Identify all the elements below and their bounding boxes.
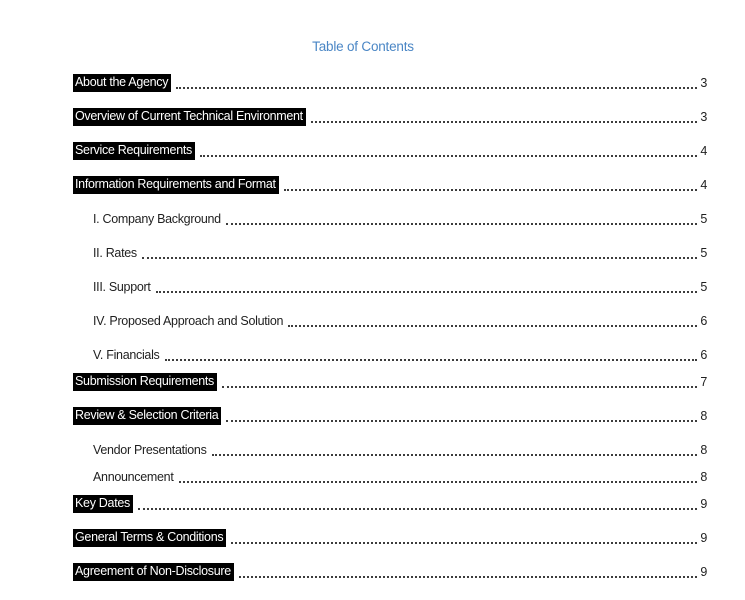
toc-entry-label: Review & Selection Criteria (73, 407, 221, 425)
toc-entry[interactable] (75, 469, 707, 486)
dot-leader (222, 386, 697, 388)
dot-leader (176, 87, 697, 89)
toc-page-number: 4 (700, 178, 707, 192)
toc-page-number: 4 (700, 144, 707, 158)
toc-entry-label: IV. Proposed Approach and Solution (93, 314, 284, 328)
toc-list (75, 75, 707, 581)
toc-page-number: 5 (700, 280, 707, 294)
toc-entry[interactable] (75, 211, 707, 228)
dot-leader (284, 189, 698, 191)
dot-leader (239, 576, 697, 578)
toc-page-number: 8 (700, 409, 707, 423)
toc-entry-label: Overview of Current Technical Environment (73, 108, 306, 126)
toc-entry[interactable] (75, 374, 707, 391)
toc-entry[interactable] (75, 245, 707, 262)
toc-entry-label: I. Company Background (93, 212, 221, 226)
dot-leader (138, 508, 697, 510)
toc-page-number: 8 (700, 443, 707, 457)
toc-entry-label: II. Rates (93, 246, 137, 260)
toc-entry[interactable] (75, 564, 707, 581)
dot-leader (212, 454, 698, 456)
toc-entry[interactable] (75, 408, 707, 425)
toc-page-number: 9 (700, 531, 707, 545)
toc-page-number: 3 (700, 110, 707, 124)
toc-entry[interactable] (75, 109, 707, 126)
toc-entry[interactable] (75, 530, 707, 547)
toc-entry-label: V. Financials (93, 348, 160, 362)
toc-entry-label: Announcement (93, 470, 174, 484)
toc-page-number: 7 (700, 375, 707, 389)
toc-entry[interactable] (75, 442, 707, 459)
toc-entry-label: Key Dates (73, 495, 133, 513)
toc-entry-label: III. Support (93, 280, 151, 294)
toc-entry-label: General Terms & Conditions (73, 529, 226, 547)
toc-title: Table of Contents (312, 39, 414, 54)
toc-entry[interactable] (75, 177, 707, 194)
toc-entry-label: Service Requirements (73, 142, 195, 160)
dot-leader (226, 223, 698, 225)
toc-entry[interactable] (75, 75, 707, 92)
toc-entry-label: Vendor Presentations (93, 443, 207, 457)
dot-leader (165, 359, 698, 361)
dot-leader (200, 155, 697, 157)
dot-leader (179, 481, 698, 483)
toc-page-number: 6 (700, 348, 707, 362)
toc-entry[interactable] (75, 347, 707, 364)
toc-entry[interactable] (75, 496, 707, 513)
toc-entry-label: Agreement of Non-Disclosure (73, 563, 234, 581)
toc-entry-label: About the Agency (73, 74, 171, 92)
toc-page-number: 6 (700, 314, 707, 328)
toc-entry-label: Information Requirements and Format (73, 176, 279, 194)
toc-entry[interactable] (75, 279, 707, 296)
dot-leader (156, 291, 698, 293)
dot-leader (142, 257, 697, 259)
toc-page-number: 9 (700, 497, 707, 511)
toc-page-number: 5 (700, 246, 707, 260)
dot-leader (226, 420, 697, 422)
toc-page-number: 8 (700, 470, 707, 484)
dot-leader (311, 121, 697, 123)
dot-leader (231, 542, 697, 544)
toc-page-number: 9 (700, 565, 707, 579)
toc-entry-label: Submission Requirements (73, 373, 217, 391)
dot-leader (288, 325, 697, 327)
toc-page-number: 3 (700, 76, 707, 90)
toc-entry[interactable] (75, 313, 707, 330)
toc-entry[interactable] (75, 143, 707, 160)
toc-page-number: 5 (700, 212, 707, 226)
